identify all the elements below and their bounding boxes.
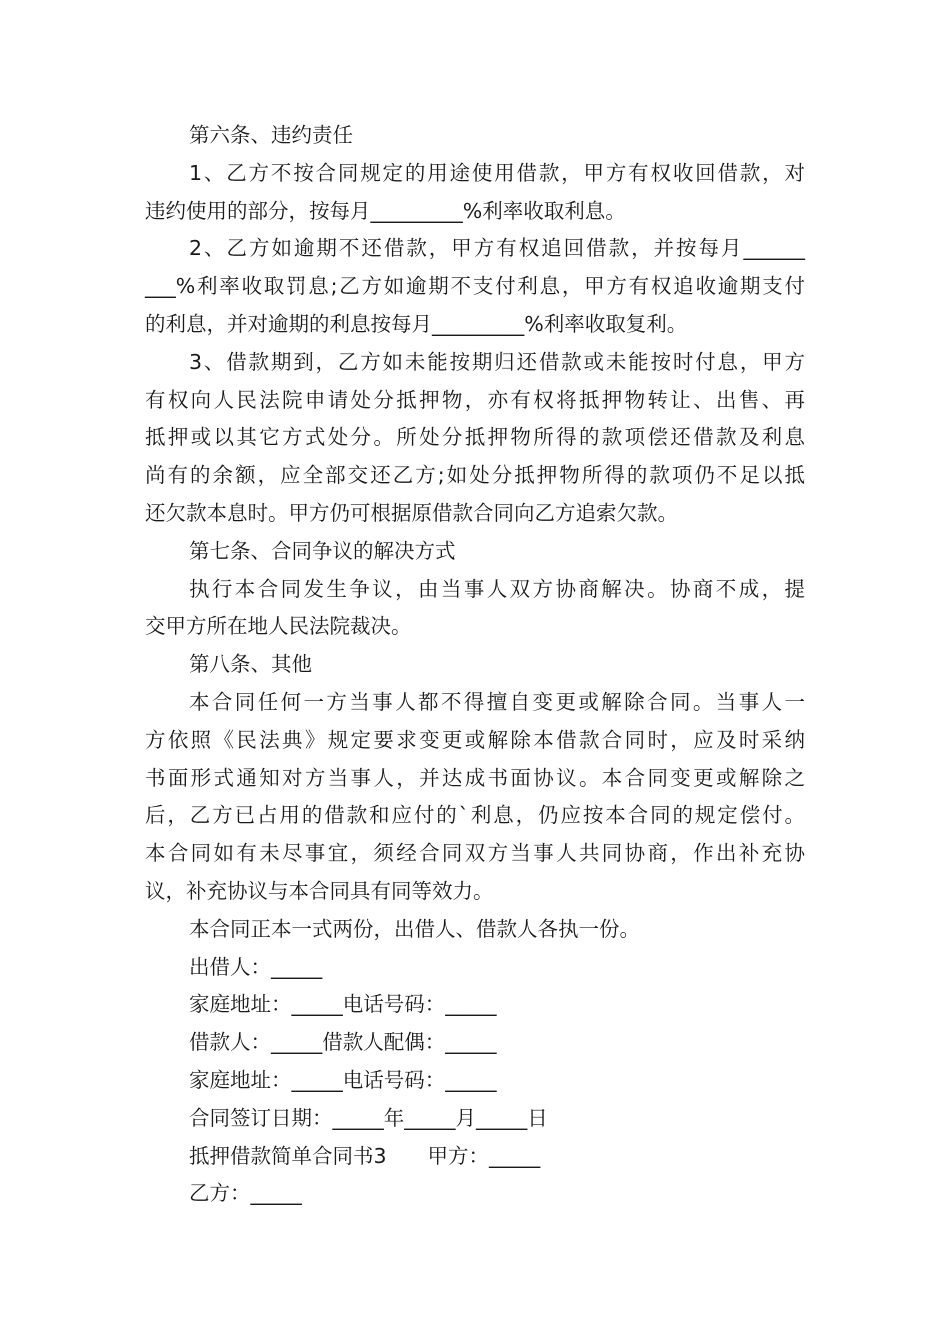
text-line: 还欠款本息时。甲方仍可根据原借款合同向乙方追索欠款。 — [145, 500, 678, 525]
text-line: 尚有的余额，应全部交还乙方;如处分抵押物所得的款项仍不足以抵 — [145, 463, 805, 488]
text-line: 家庭地址：_____电话号码：_____ — [189, 992, 497, 1017]
text-line: 议，补充协议与本合同具有同等效力。 — [145, 878, 494, 903]
text-line: 有权向人民法院申请处分抵押物，亦有权将抵押物转让、出售、再 — [145, 387, 805, 412]
text-line: 的利息，并对逾期的利息按每月_________%利率收取复利。 — [145, 311, 688, 336]
text-line: 交甲方所在地人民法院裁决。 — [145, 614, 412, 639]
text-line: 方依照《民法典》规定要求变更或解除本借款合同时，应及时采纳 — [145, 727, 805, 752]
text-line: 抵押或以其它方式处分。所处分抵押物所得的款项偿还借款及利息 — [145, 425, 805, 450]
text-line: 本合同如有未尽事宜，须经合同双方当事人共同协商，作出补充协 — [145, 841, 805, 866]
text-line: 出借人：_____ — [189, 954, 323, 979]
text-line: 借款人：_____借款人配偶：_____ — [189, 1030, 497, 1055]
text-line: 违约使用的部分，按每月_________%利率收取利息。 — [145, 198, 626, 223]
document-body — [145, 117, 805, 1213]
text-line: 1、乙方不按合同规定的用途使用借款，甲方有权收回借款，对 — [189, 160, 805, 185]
text-line: 第六条、违约责任 — [189, 123, 353, 147]
text-line: 书面形式通知对方当事人，并达成书面协议。本合同变更或解除之 — [145, 765, 805, 790]
text-line: 乙方：_____ — [189, 1181, 302, 1206]
text-line: 执行本合同发生争议，由当事人双方协商解决。协商不成，提 — [189, 576, 805, 601]
text-line: 家庭地址：_____电话号码：_____ — [189, 1067, 497, 1092]
text-line: 3、借款期到，乙方如未能按期归还借款或未能按时付息，甲方 — [189, 349, 805, 374]
text-line: 后，乙方已占用的借款和应付的`利息，仍应按本合同的规定偿付。 — [145, 803, 805, 828]
text-line: 抵押借款简单合同书3 甲方：_____ — [189, 1143, 541, 1168]
text-line: ___%利率收取罚息;乙方如逾期不支付利息，甲方有权追收逾期支付 — [145, 274, 805, 299]
text-line: 合同签订日期：_____年_____月_____日 — [189, 1105, 548, 1130]
text-line: 第八条、其他 — [189, 652, 312, 677]
text-line: 本合同正本一式两份，出借人、借款人各执一份。 — [189, 916, 640, 941]
text-line: 第七条、合同争议的解决方式 — [189, 538, 456, 563]
text-line: 2、乙方如逾期不还借款，甲方有权追回借款，并按每月______ — [189, 236, 805, 261]
text-line: 本合同任何一方当事人都不得擅自变更或解除合同。当事人一 — [189, 689, 805, 714]
